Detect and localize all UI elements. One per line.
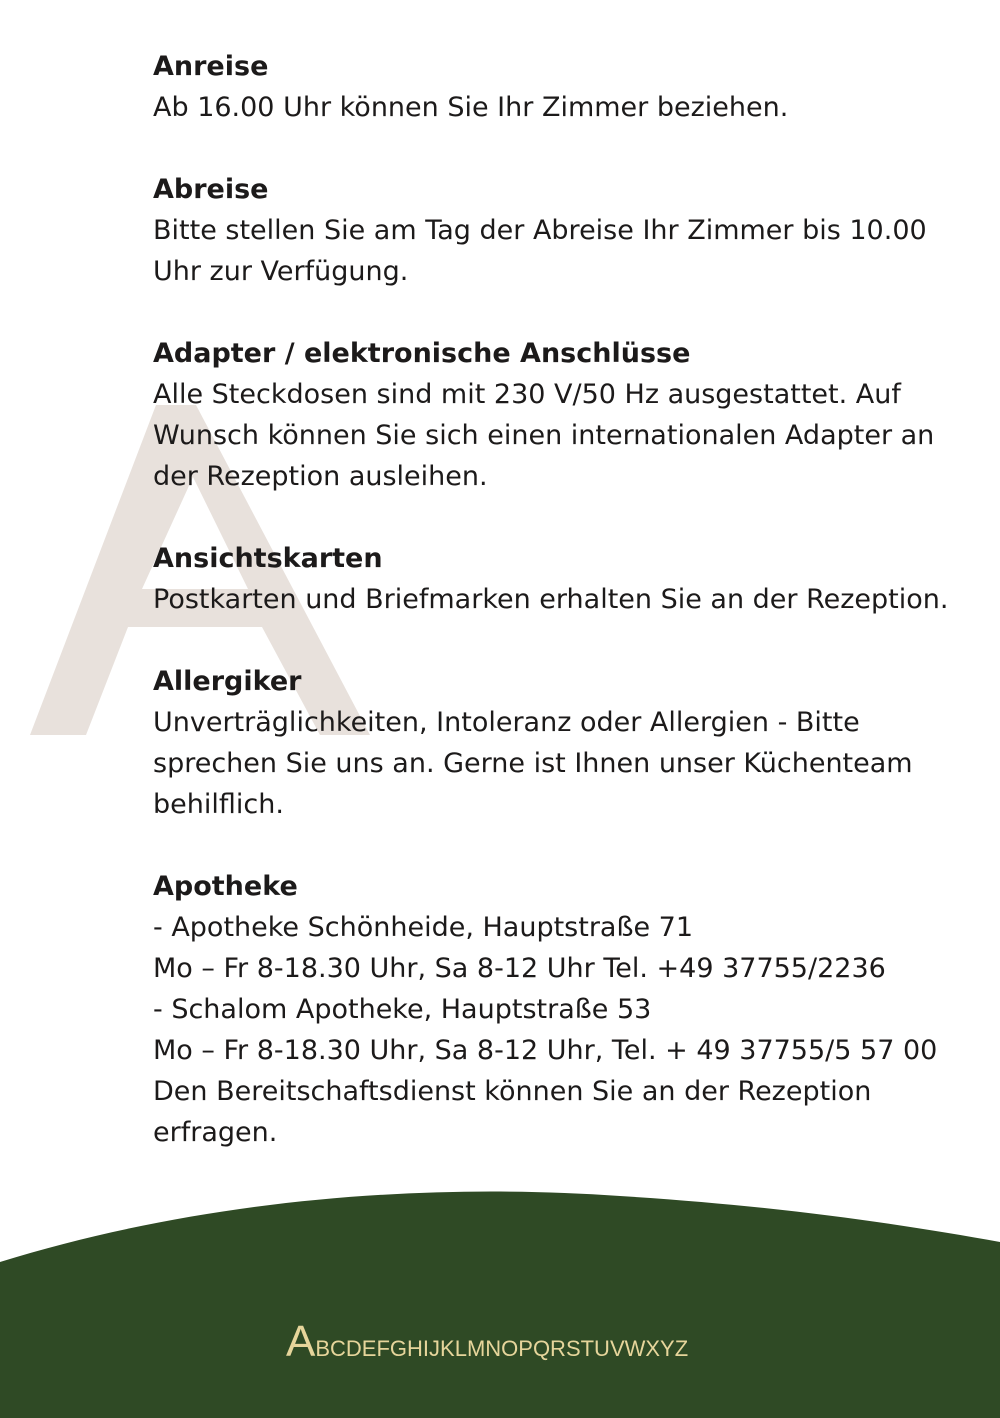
alphabet-first-letter: A bbox=[286, 1317, 316, 1366]
section-text: der Rezeption ausleihen. bbox=[153, 461, 488, 492]
section-text: - Apotheke Schönheide, Hauptstraße 71 bbox=[153, 912, 694, 943]
section-text: erfragen. bbox=[153, 1117, 278, 1148]
section-text: Unverträglichkeiten, Intoleranz oder Allergien - Bitte bbox=[153, 707, 860, 738]
info-content bbox=[153, 46, 973, 1194]
section-title: Ansichtskarten bbox=[153, 543, 383, 574]
section-text: Den Bereitschaftsdienst können Sie an der Rezeption bbox=[153, 1076, 872, 1107]
section-title: Adapter / elektronische Anschlüsse bbox=[153, 338, 691, 369]
section-text: - Schalom Apotheke, Hauptstraße 53 bbox=[153, 994, 652, 1025]
section-text: Postkarten und Briefmarken erhalten Sie an der Rezeption. bbox=[153, 584, 949, 615]
section-text: Mo – Fr 8-18.30 Uhr, Sa 8-12 Uhr Tel. +49 37755/2236 bbox=[153, 953, 886, 984]
alphabet-rest: BCDEFGHIJKLMNOPQRSTUVWXYZ bbox=[315, 1336, 689, 1361]
section-text: Ab 16.00 Uhr können Sie Ihr Zimmer beziehen. bbox=[153, 92, 789, 123]
section-text: Mo – Fr 8-18.30 Uhr, Sa 8-12 Uhr, Tel. + 49 37755/5 57 00 bbox=[153, 1035, 938, 1066]
section-text: Alle Steckdosen sind mit 230 V/50 Hz ausgestattet. Auf bbox=[153, 379, 901, 410]
section-title: Abreise bbox=[153, 174, 269, 205]
section-text: Uhr zur Verfügung. bbox=[153, 256, 409, 287]
section-anreise bbox=[153, 46, 973, 128]
footer-wave bbox=[0, 1190, 1000, 1418]
section-title: Apotheke bbox=[153, 871, 298, 902]
section-adapter bbox=[153, 333, 973, 497]
footer-alphabet bbox=[286, 1318, 688, 1373]
section-text: Wunsch können Sie sich einen internationalen Adapter an bbox=[153, 420, 935, 451]
section-text: behilflich. bbox=[153, 789, 284, 820]
section-abreise bbox=[153, 169, 973, 292]
section-text: sprechen Sie uns an. Gerne ist Ihnen unser Küchenteam bbox=[153, 748, 913, 779]
section-title: Anreise bbox=[153, 51, 269, 82]
section-apotheke bbox=[153, 866, 973, 1153]
section-allergiker bbox=[153, 661, 973, 825]
section-text: Bitte stellen Sie am Tag der Abreise Ihr Zimmer bis 10.00 bbox=[153, 215, 927, 246]
section-ansichtskarten bbox=[153, 538, 973, 620]
section-title: Allergiker bbox=[153, 666, 302, 697]
